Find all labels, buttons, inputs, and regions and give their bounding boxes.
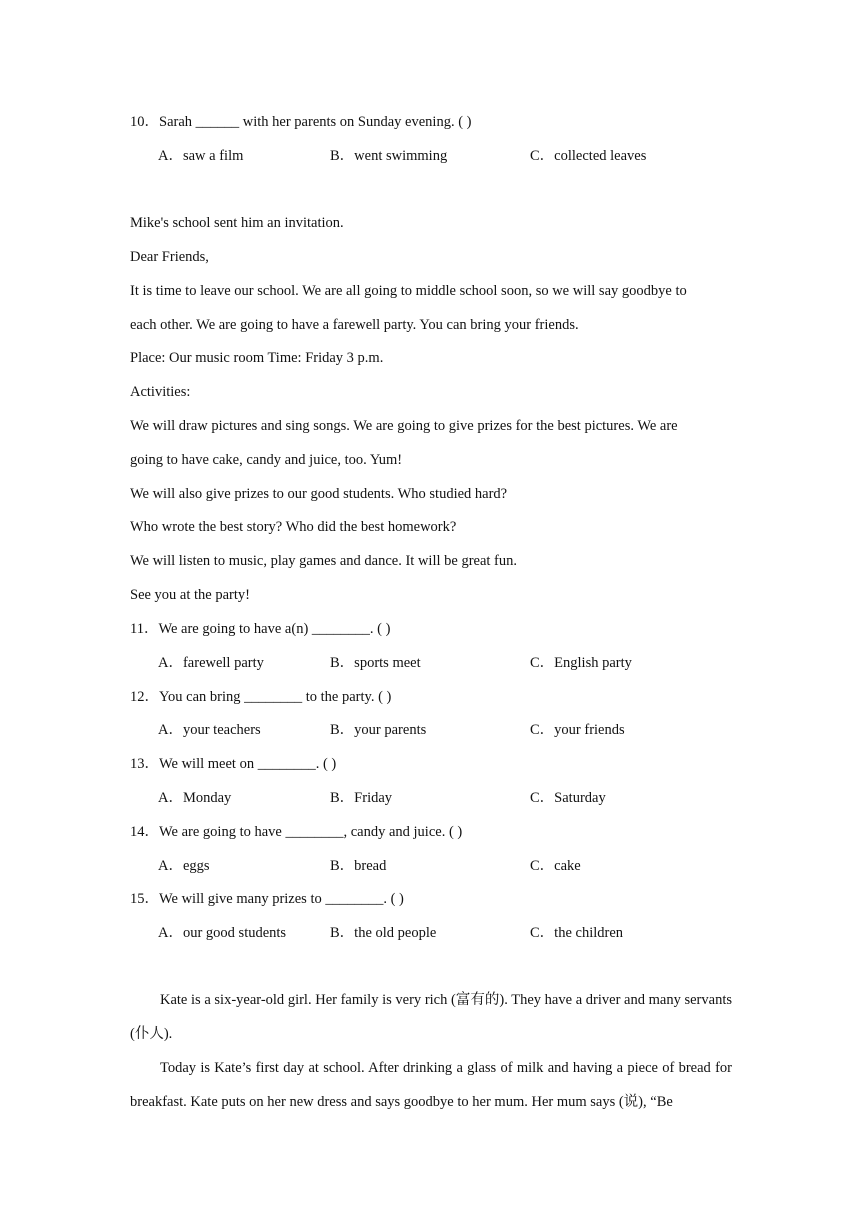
passage-line: See you at the party! <box>130 587 250 603</box>
passage-line: going to have cake, candy and juice, too. Yum! <box>130 452 403 468</box>
story-paragraph-2: Today is Kate’s first day at school. After drinking a glass of milk and having a piece of bread for breakfast. Kate puts on her new dress and says goodbye to her mum. Her mum says (说), “Be <box>130 1060 732 1110</box>
q11-option-c: C．English party <box>530 655 632 671</box>
q14-option-c: C．cake <box>530 858 581 874</box>
passage-line: each other. We are going to have a farewell party. You can bring your friends. <box>130 317 579 333</box>
q13-option-c: C．Saturday <box>530 790 606 806</box>
passage-line: We will draw pictures and sing songs. We are going to give prizes for the best pictures. We are <box>130 418 678 434</box>
q10-stem: 10．Sarah ______ with her parents on Sunday evening. ( ) <box>130 114 472 130</box>
q15-option-b: B．the old people <box>330 925 437 941</box>
q15-option-c: C．the children <box>530 925 624 941</box>
passage-line: Place: Our music room Time: Friday 3 p.m. <box>130 350 384 366</box>
passage-line: We will also give prizes to our good students. Who studied hard? <box>130 486 508 502</box>
q14-option-b: B．bread <box>330 858 387 874</box>
q12-option-b: B．your parents <box>330 722 427 738</box>
passage-line: Who wrote the best story? Who did the best homework? <box>130 519 457 535</box>
q10-option-c: C．collected leaves <box>530 148 647 164</box>
q12-stem: 12．You can bring ________ to the party. ( ) <box>130 689 392 705</box>
passage-intro: Mike's school sent him an invitation. <box>130 215 344 231</box>
q10-option-a: A．saw a film <box>158 148 244 164</box>
passage-line: It is time to leave our school. We are all going to middle school soon, so we will say goodbye to <box>130 283 687 299</box>
q13-option-b: B．Friday <box>330 790 393 806</box>
q13-stem: 13．We will meet on ________. ( ) <box>130 756 337 772</box>
q13-option-a: A．Monday <box>158 790 232 806</box>
q11-stem: 11．We are going to have a(n) ________. ( ) <box>130 621 391 637</box>
q12-option-c: C．your friends <box>530 722 625 738</box>
q15-option-a: A．our good students <box>158 925 287 941</box>
q14-stem: 14．We are going to have ________, candy and juice. ( ) <box>130 824 463 840</box>
passage-line: Activities: <box>130 384 191 400</box>
q12-option-a: A．your teachers <box>158 722 261 738</box>
passage-line: We will listen to music, play games and dance. It will be great fun. <box>130 553 518 569</box>
story-paragraph-1: Kate is a six-year-old girl. Her family is very rich (富有的). They have a driver and many servants (仆人). <box>130 992 732 1042</box>
q10-option-b: B．went swimming <box>330 148 448 164</box>
q11-option-a: A．farewell party <box>158 655 264 671</box>
q14-option-a: A．eggs <box>158 858 210 874</box>
q15-stem: 15．We will give many prizes to ________. ( ) <box>130 891 404 907</box>
q11-option-b: B．sports meet <box>330 655 421 671</box>
passage-line: Dear Friends, <box>130 249 209 265</box>
